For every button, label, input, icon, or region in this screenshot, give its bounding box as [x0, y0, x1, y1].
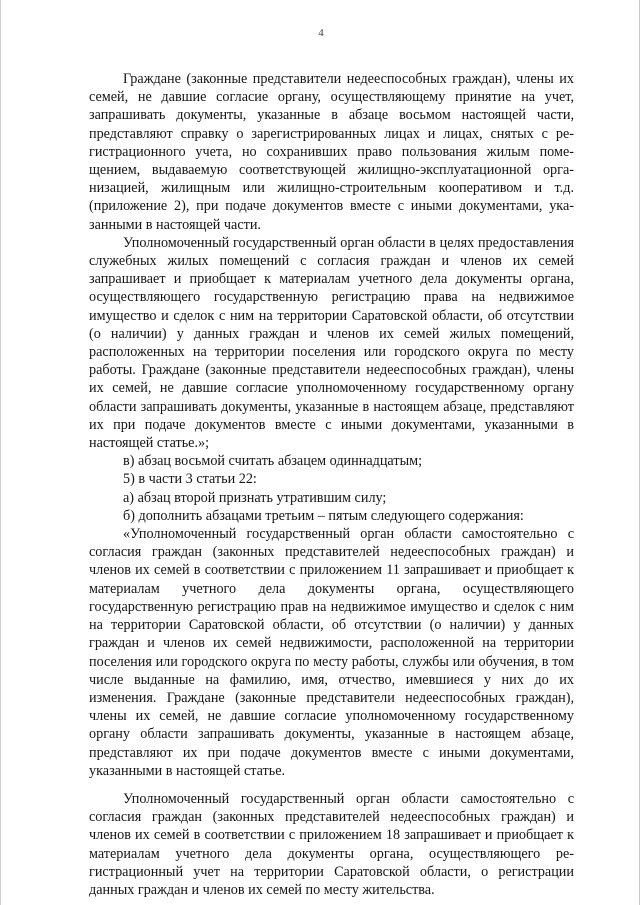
document-body	[89, 70, 574, 899]
page-number: 4	[318, 27, 324, 39]
paragraph-item-b: б) дополнить абзацами третьим – пятым следующего содержания:	[123, 507, 524, 524]
paragraph-citizens-certificate: Граждане (законные представители недееспособных граждан), члены их семей, не давшие согласие органу, осуществляющему принятие на учет, запрашивать документы, указанные в абзаце восьмом настоящей части, представляют справку о зарегистрированных лицах и лицах, снятых с регистрационного учета, но сохранивших право пользования жилым помещением, выдаваемую соответствующей жилищно-эксплуатационной организацией, жилищным или жилищно-строительным кооперативом и т.д. (приложение 2), при подаче документов вместе с иными документами, указанными в настоящей части.	[89, 71, 574, 233]
paragraph-service-housing: Уполномоченный государственный орган области в целях предоставления служебных жилых помещений с согласия граждан и членов их семей запрашивает и приобщает к материалам учетного дела документы органа, осуществляющего государственную регистрацию права на недвижимое имущество и сделок с ним на территории Саратовской области, об отсутствии (о наличии) у данных граждан и членов их семей жилых помещений, расположенных на территории поселения или городского округа по месту работы. Граждане (законные представители недееспособных граждан), члены их семей, не давшие согласие уполномоченному государственному органу области запрашивать документы, указанные в настоящем абзаце, представляют их при подаче документов вместе с иными документами, указанными в настоящей статье.»;	[89, 234, 574, 452]
paragraph-appendix-18: Уполномоченный государственный орган области самостоятельно с согласия граждан (законных представителей недееспособных граждан) и членов их семей в соответствии с приложением 18 запрашивает и приобщает к материалам учетного дела документы органа, осуществляющего регистрационный учет на территории Саратовской области, о регистрации данных граждан и членов их семей по месту жительства.	[89, 790, 574, 898]
paragraph-item-v: в) абзац восьмой считать абзацем одиннадцатым;	[123, 453, 423, 470]
paragraph-appendix-11: «Уполномоченный государственный орган области самостоятельно с согласия граждан (законных представителей недееспособных граждан) и членов их семей в соответствии с приложением 11 запрашивает и приобщает к материалам учетного дела документы органа, осуществляющего государственную регистрацию прав на недвижимое имущество и сделок с ним на территории Саратовской области, об отсутствии (о наличии) у данных граждан и членов их семей недвижимости, расположенной на территории поселения или городского округа по месту работы, службы или обучения, в том числе выданные на фамилию, имя, отчество, имевшиеся у них до их изменения. Граждане (законные представители недееспособных граждан), члены их семей, не давшие согласие уполномоченному государственному органу области запрашивать документы, указанные в настоящем абзаце, представляют их при подаче документов вместе с иными документами, указанными в настоящей статье.	[89, 526, 574, 779]
paragraph-item-a: а) абзац второй признать утратившим силу;	[123, 489, 387, 506]
paragraph-item-5: 5) в части 3 статьи 22:	[123, 471, 257, 488]
